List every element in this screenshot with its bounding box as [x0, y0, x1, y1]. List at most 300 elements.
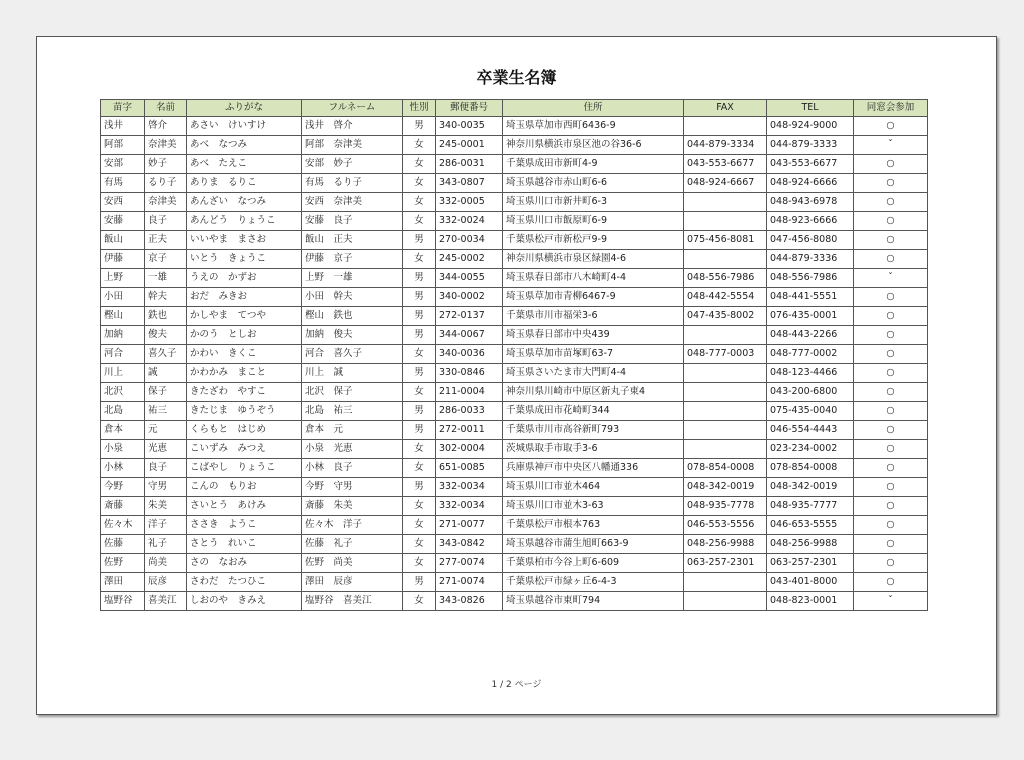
table-row — [101, 402, 928, 421]
table-cell: 女 — [403, 554, 436, 573]
table-cell: ˇ — [854, 269, 928, 288]
table-cell: 加納 俊夫 — [302, 326, 403, 345]
table-cell: 286-0031 — [436, 155, 503, 174]
table-cell: 343-0807 — [436, 174, 503, 193]
table-cell — [684, 364, 767, 383]
table-cell: 048-924-6666 — [767, 174, 854, 193]
table-cell: 245-0002 — [436, 250, 503, 269]
table-cell: 埼玉県さいたま市大門町4-4 — [503, 364, 684, 383]
column-header: ふりがな — [187, 100, 302, 117]
table-cell: 奈津美 — [145, 136, 187, 155]
table-cell: ○ — [854, 288, 928, 307]
table-cell: 埼玉県川口市飯原町6-9 — [503, 212, 684, 231]
table-cell: 047-456-8080 — [767, 231, 854, 250]
table-cell: 良子 — [145, 212, 187, 231]
table-row — [101, 212, 928, 231]
table-cell: 女 — [403, 592, 436, 611]
table-cell: 651-0085 — [436, 459, 503, 478]
table-cell: きたじま ゆうぞう — [187, 402, 302, 421]
table-cell: 044-879-3333 — [767, 136, 854, 155]
table-cell: おだ みきお — [187, 288, 302, 307]
table-cell — [684, 573, 767, 592]
table-cell: 078-854-0008 — [684, 459, 767, 478]
table-cell: 男 — [403, 117, 436, 136]
table-cell: 女 — [403, 155, 436, 174]
table-cell: 343-0826 — [436, 592, 503, 611]
table-cell: ○ — [854, 554, 928, 573]
table-cell: 271-0074 — [436, 573, 503, 592]
table-cell: 063-257-2301 — [684, 554, 767, 573]
table-cell: あんどう りょうこ — [187, 212, 302, 231]
table-cell: 048-256-9988 — [767, 535, 854, 554]
table-cell: 安部 妙子 — [302, 155, 403, 174]
table-cell: ○ — [854, 155, 928, 174]
table-cell: ○ — [854, 459, 928, 478]
table-cell: 埼玉県川口市並木464 — [503, 478, 684, 497]
page-number: 1 / 2 ページ — [491, 680, 542, 690]
table-cell: 北沢 — [101, 383, 145, 402]
table-cell: 佐野 尚美 — [302, 554, 403, 573]
table-cell: ○ — [854, 307, 928, 326]
table-cell: うえの かずお — [187, 269, 302, 288]
table-header-row — [101, 100, 928, 117]
table-cell: 埼玉県春日部市中央439 — [503, 326, 684, 345]
table-cell: 272-0137 — [436, 307, 503, 326]
table-cell: ○ — [854, 345, 928, 364]
table-cell — [684, 383, 767, 402]
table-cell: 男 — [403, 326, 436, 345]
table-cell: 佐藤 礼子 — [302, 535, 403, 554]
table-cell: 北島 — [101, 402, 145, 421]
table-cell: かしやま てつや — [187, 307, 302, 326]
table-cell: 023-234-0002 — [767, 440, 854, 459]
table-cell: ○ — [854, 364, 928, 383]
table-row — [101, 288, 928, 307]
table-cell: 043-553-6677 — [684, 155, 767, 174]
table-cell: 斎藤 朱美 — [302, 497, 403, 516]
table-cell: 千葉県柏市今谷上町6-609 — [503, 554, 684, 573]
table-cell: 286-0033 — [436, 402, 503, 421]
table-cell: 044-879-3334 — [684, 136, 767, 155]
table-cell: 塩野谷 — [101, 592, 145, 611]
table-cell: ○ — [854, 535, 928, 554]
table-cell: 誠 — [145, 364, 187, 383]
table-cell: ○ — [854, 212, 928, 231]
table-cell: ○ — [854, 516, 928, 535]
table-cell: 安部 — [101, 155, 145, 174]
table-cell: 斎藤 — [101, 497, 145, 516]
table-cell: 小泉 — [101, 440, 145, 459]
table-cell: きたざわ やすこ — [187, 383, 302, 402]
column-header: フルネーム — [302, 100, 403, 117]
table-cell — [684, 326, 767, 345]
table-cell: 河合 — [101, 345, 145, 364]
table-cell: 千葉県市川市高谷新町793 — [503, 421, 684, 440]
table-row — [101, 231, 928, 250]
table-cell — [684, 440, 767, 459]
table-row — [101, 345, 928, 364]
table-cell: 埼玉県越谷市赤山町6-6 — [503, 174, 684, 193]
table-cell: 北島 祐三 — [302, 402, 403, 421]
table-cell: 千葉県松戸市緑ヶ丘6-4-3 — [503, 573, 684, 592]
table-cell: 塩野谷 喜美江 — [302, 592, 403, 611]
table-cell — [684, 421, 767, 440]
table-cell: 飯山 正夫 — [302, 231, 403, 250]
table-cell: 京子 — [145, 250, 187, 269]
table-cell: 小田 — [101, 288, 145, 307]
table-cell: さいとう あけみ — [187, 497, 302, 516]
table-cell: 048-923-6666 — [767, 212, 854, 231]
table-cell: 048-943-6978 — [767, 193, 854, 212]
table-cell: 光恵 — [145, 440, 187, 459]
table-cell: 046-554-4443 — [767, 421, 854, 440]
table-cell: ○ — [854, 573, 928, 592]
table-cell: 北沢 保子 — [302, 383, 403, 402]
table-cell: 245-0001 — [436, 136, 503, 155]
table-cell: 神奈川県横浜市泉区池の谷36-6 — [503, 136, 684, 155]
table-row — [101, 535, 928, 554]
table-cell: 有馬 — [101, 174, 145, 193]
table-cell: 伊藤 京子 — [302, 250, 403, 269]
table-cell: 鉄也 — [145, 307, 187, 326]
table-cell: あんざい なつみ — [187, 193, 302, 212]
table-cell: かのう としお — [187, 326, 302, 345]
table-cell: 正夫 — [145, 231, 187, 250]
table-cell: 男 — [403, 364, 436, 383]
table-row — [101, 193, 928, 212]
table-cell: 兵庫県神戸市中央区八幡通336 — [503, 459, 684, 478]
table-body — [101, 117, 928, 611]
table-cell — [684, 592, 767, 611]
table-cell: 063-257-2301 — [767, 554, 854, 573]
table-row — [101, 136, 928, 155]
column-header: 同窓会参加 — [854, 100, 928, 117]
page-title: 卒業生名簿 — [476, 68, 557, 87]
table-cell: 330-0846 — [436, 364, 503, 383]
table-cell: 048-443-2266 — [767, 326, 854, 345]
table-row — [101, 269, 928, 288]
table-cell: 048-823-0001 — [767, 592, 854, 611]
table-cell: 271-0077 — [436, 516, 503, 535]
table-cell: 043-200-6800 — [767, 383, 854, 402]
table-cell: 344-0055 — [436, 269, 503, 288]
table-cell: 044-879-3336 — [767, 250, 854, 269]
table-cell: 埼玉県川口市新井町6-3 — [503, 193, 684, 212]
table-cell: 女 — [403, 383, 436, 402]
table-cell: 加納 — [101, 326, 145, 345]
table-cell: 埼玉県春日部市八木崎町4-4 — [503, 269, 684, 288]
table-cell: 女 — [403, 136, 436, 155]
table-cell: ˇ — [854, 136, 928, 155]
table-cell: 礼子 — [145, 535, 187, 554]
graduate-roster-table — [100, 99, 928, 611]
table-cell: ○ — [854, 402, 928, 421]
column-header: FAX — [684, 100, 767, 117]
table-cell: 埼玉県草加市苗塚町63-7 — [503, 345, 684, 364]
table-cell: 男 — [403, 231, 436, 250]
table-cell: 朱美 — [145, 497, 187, 516]
table-cell: 千葉県成田市花崎町344 — [503, 402, 684, 421]
table-cell: 有馬 るり子 — [302, 174, 403, 193]
table-cell: 飯山 — [101, 231, 145, 250]
table-cell: ありま るりこ — [187, 174, 302, 193]
table-cell: さわだ たつひこ — [187, 573, 302, 592]
table-cell: 048-342-0019 — [767, 478, 854, 497]
table-cell: ささき ようこ — [187, 516, 302, 535]
table-cell: 佐々木 — [101, 516, 145, 535]
table-cell: 元 — [145, 421, 187, 440]
table-cell: 佐野 — [101, 554, 145, 573]
table-cell: 佐藤 — [101, 535, 145, 554]
table-cell: 343-0842 — [436, 535, 503, 554]
table-cell: ○ — [854, 478, 928, 497]
table-cell: ○ — [854, 383, 928, 402]
table-cell: あべ なつみ — [187, 136, 302, 155]
table-cell: 埼玉県越谷市東町794 — [503, 592, 684, 611]
table-cell: かわい きくこ — [187, 345, 302, 364]
table-cell: 河合 喜久子 — [302, 345, 403, 364]
table-cell: 上野 一雄 — [302, 269, 403, 288]
table-cell: 332-0034 — [436, 478, 503, 497]
table-cell: 保子 — [145, 383, 187, 402]
print-preview-page — [36, 36, 997, 715]
table-cell: 270-0034 — [436, 231, 503, 250]
table-cell: ○ — [854, 440, 928, 459]
table-cell: さの なおみ — [187, 554, 302, 573]
table-cell: ˇ — [854, 592, 928, 611]
table-cell: 浅井 — [101, 117, 145, 136]
table-cell: 澤田 辰彦 — [302, 573, 403, 592]
column-header: TEL — [767, 100, 854, 117]
table-cell: 047-435-8002 — [684, 307, 767, 326]
table-cell: 344-0067 — [436, 326, 503, 345]
table-cell: 046-653-5555 — [767, 516, 854, 535]
table-cell: 女 — [403, 212, 436, 231]
table-cell: 女 — [403, 497, 436, 516]
table-row — [101, 497, 928, 516]
table-cell: ○ — [854, 174, 928, 193]
table-cell: 神奈川県横浜市泉区緑園4-6 — [503, 250, 684, 269]
table-cell: 男 — [403, 288, 436, 307]
table-cell — [684, 117, 767, 136]
column-header: 住所 — [503, 100, 684, 117]
table-cell: 千葉県松戸市根本763 — [503, 516, 684, 535]
table-cell: 332-0034 — [436, 497, 503, 516]
table-row — [101, 364, 928, 383]
table-cell: ○ — [854, 421, 928, 440]
table-cell: 一雄 — [145, 269, 187, 288]
table-cell: 男 — [403, 478, 436, 497]
table-cell: 046-553-5556 — [684, 516, 767, 535]
table-cell: 千葉県市川市福栄3-6 — [503, 307, 684, 326]
table-row — [101, 459, 928, 478]
table-cell: 埼玉県草加市青柳6467-9 — [503, 288, 684, 307]
table-row — [101, 250, 928, 269]
table-cell: 男 — [403, 269, 436, 288]
table-row — [101, 478, 928, 497]
table-row — [101, 326, 928, 345]
table-cell: 男 — [403, 402, 436, 421]
table-cell: 340-0035 — [436, 117, 503, 136]
table-cell: 澤田 — [101, 573, 145, 592]
table-cell: あさい けいすけ — [187, 117, 302, 136]
table-cell: 小林 — [101, 459, 145, 478]
table-cell — [684, 250, 767, 269]
table-cell: くらもと はじめ — [187, 421, 302, 440]
table-row — [101, 307, 928, 326]
table-cell: 女 — [403, 193, 436, 212]
table-cell: 女 — [403, 440, 436, 459]
table-cell: いいやま まさお — [187, 231, 302, 250]
table-cell: ○ — [854, 250, 928, 269]
table-cell: 048-935-7778 — [684, 497, 767, 516]
table-cell: 048-556-7986 — [767, 269, 854, 288]
table-cell: こばやし りょうこ — [187, 459, 302, 478]
table-cell: 佐々木 洋子 — [302, 516, 403, 535]
table-cell: 小泉 光恵 — [302, 440, 403, 459]
table-cell: ○ — [854, 193, 928, 212]
table-cell: 048-777-0002 — [767, 345, 854, 364]
table-cell: 尚美 — [145, 554, 187, 573]
column-header: 郵便番号 — [436, 100, 503, 117]
table-row — [101, 554, 928, 573]
table-cell: 048-256-9988 — [684, 535, 767, 554]
table-cell: 妙子 — [145, 155, 187, 174]
table-cell: 喜美江 — [145, 592, 187, 611]
table-cell: 男 — [403, 307, 436, 326]
table-cell: しおのや きみえ — [187, 592, 302, 611]
table-cell: 倉本 元 — [302, 421, 403, 440]
table-cell: 075-435-0040 — [767, 402, 854, 421]
table-cell: 川上 — [101, 364, 145, 383]
table-row — [101, 516, 928, 535]
table-cell: 340-0002 — [436, 288, 503, 307]
table-cell: 安西 奈津美 — [302, 193, 403, 212]
table-cell: 048-441-5551 — [767, 288, 854, 307]
table-cell: 神奈川県川崎市中原区新丸子東4 — [503, 383, 684, 402]
table-cell: 048-924-9000 — [767, 117, 854, 136]
table-cell: 良子 — [145, 459, 187, 478]
table-cell: 啓介 — [145, 117, 187, 136]
table-cell: 048-342-0019 — [684, 478, 767, 497]
table-row — [101, 155, 928, 174]
table-cell: 043-401-8000 — [767, 573, 854, 592]
table-cell: 076-435-0001 — [767, 307, 854, 326]
table-cell: 千葉県成田市新町4-9 — [503, 155, 684, 174]
table-row — [101, 592, 928, 611]
table-row — [101, 174, 928, 193]
table-cell: 幹夫 — [145, 288, 187, 307]
table-cell: 小林 良子 — [302, 459, 403, 478]
table-cell: 守男 — [145, 478, 187, 497]
table-row — [101, 383, 928, 402]
table-cell: こんの もりお — [187, 478, 302, 497]
table-cell: 女 — [403, 516, 436, 535]
table-row — [101, 421, 928, 440]
table-cell: 女 — [403, 535, 436, 554]
table-cell: 樫山 鉄也 — [302, 307, 403, 326]
table-cell: 048-442-5554 — [684, 288, 767, 307]
table-cell: 女 — [403, 174, 436, 193]
table-cell: 安藤 — [101, 212, 145, 231]
table-cell: 302-0004 — [436, 440, 503, 459]
column-header: 名前 — [145, 100, 187, 117]
table-cell: 埼玉県越谷市蒲生旭町663-9 — [503, 535, 684, 554]
table-cell: 今野 — [101, 478, 145, 497]
table-cell: 277-0074 — [436, 554, 503, 573]
table-cell: 阿部 奈津美 — [302, 136, 403, 155]
table-cell: さとう れいこ — [187, 535, 302, 554]
table-cell: 048-935-7777 — [767, 497, 854, 516]
table-cell — [684, 212, 767, 231]
table-cell: 048-123-4466 — [767, 364, 854, 383]
table-cell: 浅井 啓介 — [302, 117, 403, 136]
table-cell: るり子 — [145, 174, 187, 193]
table-cell: 川上 誠 — [302, 364, 403, 383]
table-cell: 喜久子 — [145, 345, 187, 364]
table-cell: 阿部 — [101, 136, 145, 155]
table-cell: いとう きょうこ — [187, 250, 302, 269]
table-cell: 奈津美 — [145, 193, 187, 212]
table-cell: 倉本 — [101, 421, 145, 440]
table-cell: 俊夫 — [145, 326, 187, 345]
table-cell: 小田 幹夫 — [302, 288, 403, 307]
table-cell: 女 — [403, 250, 436, 269]
table-cell: 茨城県取手市取手3-6 — [503, 440, 684, 459]
table-cell: 043-553-6677 — [767, 155, 854, 174]
table-cell: 安藤 良子 — [302, 212, 403, 231]
table-cell: 上野 — [101, 269, 145, 288]
table-cell: あべ たえこ — [187, 155, 302, 174]
table-cell: 211-0004 — [436, 383, 503, 402]
table-cell: 048-924-6667 — [684, 174, 767, 193]
table-cell: 332-0024 — [436, 212, 503, 231]
table-cell: 伊藤 — [101, 250, 145, 269]
table-cell: 男 — [403, 421, 436, 440]
table-cell: ○ — [854, 326, 928, 345]
table-cell: 埼玉県川口市並木3-63 — [503, 497, 684, 516]
table-cell: ○ — [854, 117, 928, 136]
table-cell: 樫山 — [101, 307, 145, 326]
table-cell: ○ — [854, 231, 928, 250]
table-cell: 埼玉県草加市西町6436-9 — [503, 117, 684, 136]
table-cell: 女 — [403, 345, 436, 364]
table-cell: 340-0036 — [436, 345, 503, 364]
table-cell: こいずみ みつえ — [187, 440, 302, 459]
table-cell: 332-0005 — [436, 193, 503, 212]
table-cell: 075-456-8081 — [684, 231, 767, 250]
table-cell: ○ — [854, 497, 928, 516]
column-header: 苗字 — [101, 100, 145, 117]
table-row — [101, 440, 928, 459]
table-cell: 048-777-0003 — [684, 345, 767, 364]
column-header: 性別 — [403, 100, 436, 117]
table-cell: 洋子 — [145, 516, 187, 535]
table-cell: 辰彦 — [145, 573, 187, 592]
table-cell: 男 — [403, 573, 436, 592]
table-row — [101, 573, 928, 592]
table-cell: 祐三 — [145, 402, 187, 421]
table-cell: かわかみ まこと — [187, 364, 302, 383]
table-cell: 女 — [403, 459, 436, 478]
table-cell — [684, 193, 767, 212]
table-cell: 今野 守男 — [302, 478, 403, 497]
table-cell: 安西 — [101, 193, 145, 212]
table-row — [101, 117, 928, 136]
table-cell: 千葉県松戸市新松戸9-9 — [503, 231, 684, 250]
table-cell: 078-854-0008 — [767, 459, 854, 478]
table-cell: 048-556-7986 — [684, 269, 767, 288]
